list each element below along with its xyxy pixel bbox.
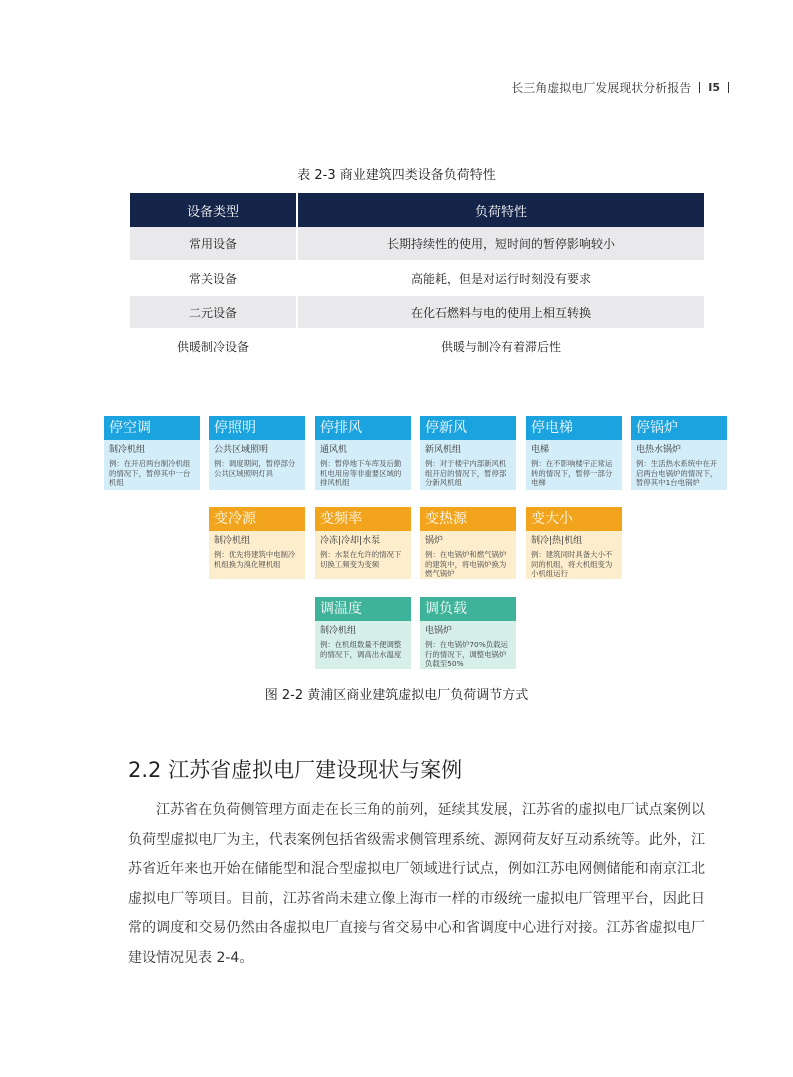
page-number: I5 [708, 81, 720, 94]
table-header-cell: 设备类型 [130, 193, 297, 227]
card-subtitle: 制冷机组 [214, 536, 251, 546]
card-subtitle: 制冷机组 [320, 626, 357, 636]
table-cell: 长期持续性的使用，短时间的暂停影响较小 [297, 227, 704, 261]
card-title: 停照明 [209, 416, 305, 440]
card-subtitle: 电锅炉 [425, 626, 453, 636]
card-example: 例：在开启两台制冷机组的情况下，暂停其中一台机组 [109, 459, 191, 488]
card-example: 例：暂停地下车库及后勤机电用房等非重要区域的排风机组 [320, 459, 402, 488]
header-title: 长三角虚拟电厂发展现状分析报告 [511, 81, 692, 95]
card-example: 例：对于楼宇内部新风机组开启的情况下，暂停部分新风机组 [425, 459, 507, 488]
card-example: 例：建筑同时具备大小不同的机组，将大机组变为小机组运行 [531, 550, 613, 579]
card-subtitle: 通风机 [320, 445, 348, 455]
card-stop-exhaust [315, 416, 411, 490]
card-title: 变冷源 [209, 507, 305, 531]
card-subtitle: 新风机组 [425, 445, 462, 455]
card-title: 停新风 [420, 416, 516, 440]
card-example: 例：在机组数量不便调整的情况下，调高出水温度 [320, 640, 402, 659]
card-subtitle: 制冷机组 [109, 445, 146, 455]
card-example: 例：在电锅炉70%负载运行的情况下，调整电锅炉负载至50% [425, 640, 508, 669]
card-subtitle: 电热水锅炉 [636, 445, 682, 455]
table-row [130, 329, 704, 363]
card-example: 例：在不影响楼宇正常运转的情况下，暂停一部分电梯 [531, 459, 613, 488]
table-cell: 供暖制冷设备 [130, 329, 297, 363]
card-subtitle: 公共区域照明 [214, 445, 269, 455]
table-cell: 供暖与制冷有着滞后性 [297, 329, 704, 363]
card-stop-fresh-air [420, 416, 516, 490]
card-change-heat-source [420, 507, 516, 579]
card-title: 变频率 [315, 507, 411, 531]
card-example: 例：生活热水系统中在开启两台电锅炉的情况下，暂停其中1台电锅炉 [636, 459, 718, 488]
table-row [130, 227, 704, 261]
card-adjust-temperature [315, 597, 411, 669]
table-cell: 在化石燃料与电的使用上相互转换 [297, 295, 704, 329]
card-title: 停锅炉 [631, 416, 727, 440]
figure-caption: 图 2-2 黄浦区商业建筑虚拟电厂负荷调节方式 [264, 688, 529, 703]
card-example: 例：在电锅炉和燃气锅炉的建筑中，将电锅炉换为燃气锅炉 [425, 550, 507, 579]
card-title: 变大小 [526, 507, 622, 531]
card-title: 调负载 [420, 597, 516, 621]
card-example: 例：水泵在允许的情况下切换工频变为变频 [320, 550, 402, 569]
section-heading: 2.2 江苏省虚拟电厂建设现状与案例 [128, 758, 463, 782]
card-change-size [526, 507, 622, 579]
card-stop-ac [104, 416, 200, 490]
table-row [130, 295, 704, 329]
card-stop-boiler [631, 416, 727, 490]
card-title: 变热源 [420, 507, 516, 531]
card-subtitle: 锅炉 [425, 536, 444, 546]
card-change-frequency [315, 507, 411, 579]
card-adjust-load [420, 597, 516, 669]
card-title: 停电梯 [526, 416, 622, 440]
table-header-cell: 负荷特性 [297, 193, 704, 227]
card-subtitle: 电梯 [531, 445, 550, 455]
device-load-table [130, 193, 704, 364]
body-paragraph: 江苏省在负荷侧管理方面走在长三角的前列，延续其发展，江苏省的虚拟电厂试点案例以负荷型虚拟电厂为主，代表案例包括省级需求侧管理系统、源网荷友好互动系统等。此外，江苏省近年来也开始在储能型和混合型虚拟电厂领域进行试点，例如江苏电网侧储能和南京江北虚拟电厂等项目。目前，江苏省尚未建立像上海市一样的市级统一虚拟电厂管理平台，因此日常的调度和交易仍然由各虚拟电厂直接与省交易中心和省调度中心进行对接。江苏省虚拟电厂建设情况见表 2-4。 [128, 802, 705, 966]
table-cell: 二元设备 [130, 295, 297, 329]
card-change-cold-source [209, 507, 305, 579]
card-subtitle: 冷冻|冷却|水泵 [320, 536, 381, 546]
header-divider [699, 82, 700, 93]
table-cell: 高能耗，但是对运行时刻没有要求 [297, 261, 704, 295]
card-stop-lighting [209, 416, 305, 490]
table-cell: 常用设备 [130, 227, 297, 261]
card-title: 停空调 [104, 416, 200, 440]
table-cell: 常关设备 [130, 261, 297, 295]
card-subtitle: 制冷|热|机组 [531, 536, 583, 546]
card-stop-elevator [526, 416, 622, 490]
running-header [511, 79, 737, 96]
table-row [130, 261, 704, 295]
card-example: 例：调度期间，暂停部分公共区域照明灯具 [214, 459, 296, 478]
table-caption: 表 2-3 商业建筑四类设备负荷特性 [297, 168, 496, 183]
table-header-row [130, 193, 704, 227]
card-title: 调温度 [315, 597, 411, 621]
card-example: 例：优先将建筑中电制冷机组换为溴化锂机组 [214, 550, 296, 569]
header-divider-right [728, 82, 729, 93]
card-title: 停排风 [315, 416, 411, 440]
